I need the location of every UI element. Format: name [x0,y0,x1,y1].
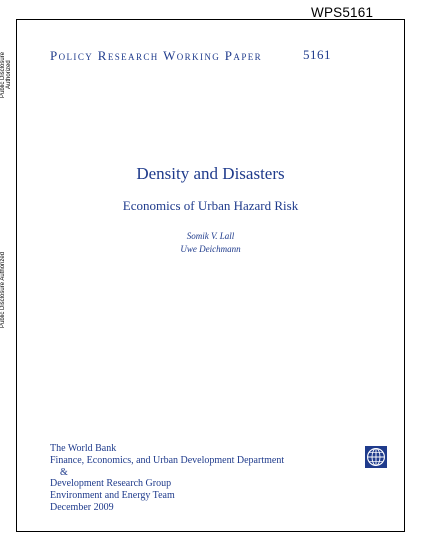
organization-block [50,443,284,514]
author-2: Uwe Deichmann [180,244,241,254]
paper-number: 5161 [303,47,331,62]
paper-subtitle: Economics of Urban Hazard Risk [122,198,299,213]
org-line: Finance, Economics, and Urban Development Department [50,454,285,466]
world-bank-globe-icon [365,446,387,468]
org-line: Development Research Group [50,478,172,490]
author-1: Somik V. Lall [186,231,235,241]
disclosure-stamp-middle: Public Disclosure Authorized [0,251,6,329]
series-title: Policy Research Working Paper [50,48,263,63]
org-line: December 2009 [50,501,114,513]
disclosure-stamp-top: Public Disclosure Authorized [0,51,12,99]
org-line: & [60,466,68,478]
paper-title: Density and Disasters [136,164,285,183]
org-line: Environment and Energy Team [50,490,175,502]
report-id: WPS5161 [311,5,374,20]
org-line: The World Bank [50,443,117,454]
